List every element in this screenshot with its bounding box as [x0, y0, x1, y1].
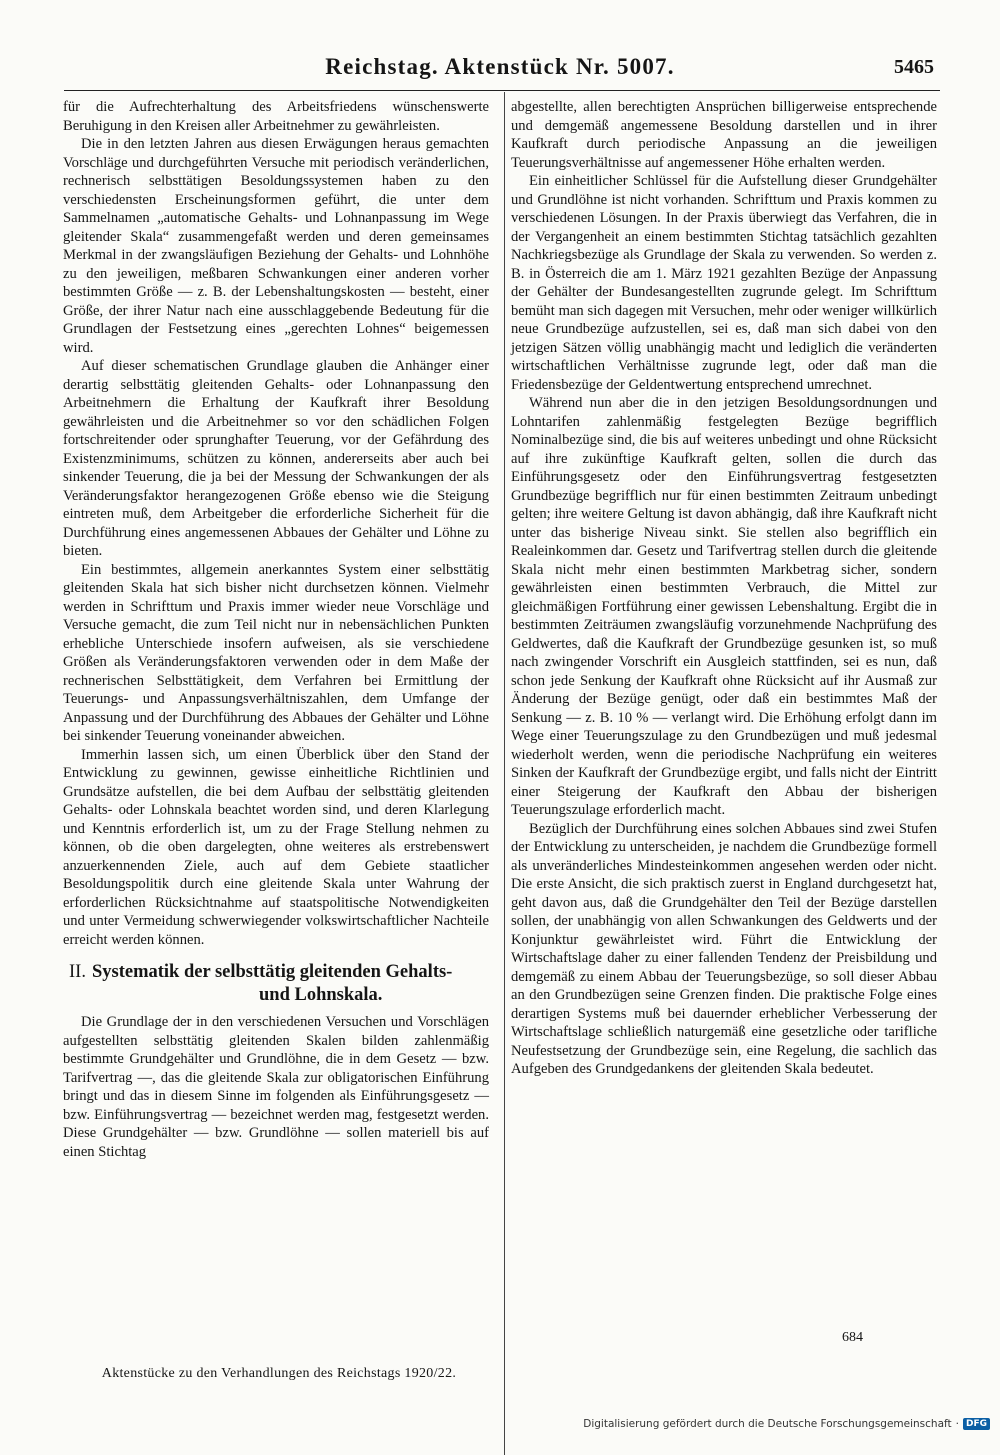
right-column: [511, 98, 937, 1079]
section-number: II.: [69, 962, 86, 982]
paragraph: Die Grundlage der in den verschiedenen Versuchen und Vorschlägen aufgestellten selbsttätig gleitenden Skalen bilden zahlenmäßig bestimmte Grundgehälter und Grundlöhne, die in dem Gesetz — bzw. Tarifvertrag —, das die gleitende Skala zur obligatorischen Einführung bringt und das in diesem Sinne im folgenden als Einführungsgesetz — bzw. Einführungsvertrag — bezeichnet werden mag, festgesetzt werden. Diese Grundgehälter — bzw. Grundlöhne — sollen materiell bis auf einen Stichtag: [63, 1014, 489, 1160]
digitization-note: [583, 1418, 990, 1430]
footer-sheet-number: 684: [842, 1330, 863, 1345]
section-heading-line1: Systematik der selbsttätig gleitenden Gehalts-: [91, 962, 453, 982]
left-column: [63, 98, 489, 1161]
page-header: [64, 52, 936, 86]
paragraph: Bezüglich der Durchführung eines solchen Abbaues sind zwei Stufen der Entwicklung zu unterscheiden, je nachdem die Grundbezüge formell als unveränderliches Mindesteinkommen angesehen werden oder nicht. Die erste Ansicht, die sich praktisch zuerst in England durchgesetzt hat, geht davon aus, daß die Grundgehälter den Teil der Bezüge darstellen sollen, der unabhängig von allen Schwankungen des Geldwerts und der Konjunktur gewährleistet wird. Führt die Entwicklung der Wirtschaftslage daher zu einer fallenden Tendenz der Preisbildung und demgemäß zu einem Abbau der Teuerungsbezüge, so soll dieser Abbau an den Grundbezügen seine Grenzen finden. Die praktische Folge eines derartigen Systems muß bei dauernder erheblicher Verbesserung der Wirtschaftslage schließlich naturgemäß eine gesetzliche oder tarifliche Neufestsetzung der Grundbezüge sein, eine Regelung, die sachlich das Aufgeben des Grundgedankens der gleitenden Skala bedeutet.: [511, 820, 937, 1077]
page-number: 5465: [894, 56, 934, 78]
paragraph: für die Aufrechterhaltung des Arbeitsfriedens wünschenswerte Beruhigung in den Kreisen aller Arbeitnehmer zu gewährleisten.: [63, 99, 489, 134]
digitization-text: Digitalisierung gefördert durch die Deutsche Forschungsgemeinschaft: [583, 1418, 952, 1430]
paragraph: Auf dieser schematischen Grundlage glauben die Anhänger einer derartig selbsttätig gleitenden Gehalts- oder Lohnanpassung den Arbeitnehmern die Erhaltung der Kaufkraft ihrer Besoldung gewährleisten und die Arbeitnehmer so vor den schädlichen Folgen fortschreitender oder sprunghafter Teuerung, vor der Gefährdung des Existenzminimums, schützen zu können, andererseits aber auch bei sinkender Teuerung, die ja bei der Messung der Schwankungen der als Veränderungsfaktor herangezogenen Größe ebenso wie die Steigung eintreten muß, dem Arbeitgeber die erforderliche Sicherheit für die Durchführung eines angemessenen Abbaues der Gehälter und Löhne zu bieten.: [63, 358, 489, 559]
section-heading-line2: und Lohnskala.: [259, 985, 383, 1005]
separator: ·: [955, 1418, 959, 1430]
footer-source-line: Aktenstücke zu den Verhandlungen des Reichstags 1920/22.: [101, 1366, 457, 1381]
column-divider: [504, 92, 505, 1455]
document-title: Reichstag. Aktenstück Nr. 5007.: [325, 54, 675, 79]
section-heading: [63, 961, 489, 1007]
paragraph: Ein bestimmtes, allgemein anerkanntes System einer selbsttätig gleitenden Skala hat sich bisher nicht durchsetzen können. Vielmehr werden in Schrifttum und Praxis immer wieder neue Vorschläge und Versuche gemacht, die zum Teil nicht nur in nebensächlichen Punkten erhebliche Unterschiede insofern aufweisen, als sie verschiedene Größen als Veränderungsfaktoren verwenden oder in dem Maße der rechnerischen Selbsttätigkeit, dem Verfahren bei Ermittlung der Teuerungs- und Anpassungsverhältniszahlen, dem Umfange der Anpassung und der Durchführung des Abbaues der Gehälter und Löhne bei sinkender Teuerung voneinander abweichen.: [63, 561, 489, 744]
paragraph: abgestellte, allen berechtigten Ansprüchen billigerweise entsprechende und demgemäß angemessene Besoldung darstellen und in ihrer Kaufkraft durch periodische Anpassung an die jeweiligen Teuerungsverhältnisse auf angemessener Höhe erhalten werden.: [511, 99, 937, 171]
header-rule: [64, 90, 940, 91]
paragraph: Immerhin lassen sich, um einen Überblick über den Stand der Entwicklung zu gewinnen, gewisse einheitliche Richtlinien und Grundsätze aufstellen, die bei dem Aufbau der selbsttätig gleitenden Gehalts- oder Lohnskala beachtet worden sind, und deren Klarlegung und Kenntnis erforderlich ist, um zu der Frage Stellung nehmen zu können, ob die oben dargelegten, ohne weiteres als erstrebenswert anzuerkennenden Ziele, auch auf dem Gebiete staatlicher Besoldungspolitik durch eine gleitende Skala unter Wahrung der erforderlichen Rücksichtnahme auf staatspolitische Notwendigkeiten und unter Vermeidung schwerwiegender volkswirtschaftlicher Nachteile erreicht werden können.: [63, 746, 489, 948]
dfg-logo-icon: DFG: [963, 1418, 990, 1430]
paragraph: Ein einheitlicher Schlüssel für die Aufstellung dieser Grundgehälter und Grundlöhne ist nicht vorhanden. Schrifttum und Praxis kommen zu verschiedenen Lösungen. In der Praxis überwiegt das Verfahren, die in der Vergangenheit an einem bestimmten Stichtag tatsächlich gezahlten Nachkriegsbezüge als Grundlage der Skala zu verwenden. So werden z. B. in Österreich die am 1. März 1921 gezahlten Bezüge der Anpassung der Gehälter der Bundesangestellten zugrunde gelegt. Im Schrifttum bemüht man sich dagegen mit Versuchen, mehr oder weniger willkürlich neue Grundbezüge aufzustellen, sei es, daß man sich dabei von den jetzigen Sätzen völlig unabhängig macht und lediglich die veränderten wirtschaftlichen Verhältnisse zugrunde legt, oder daß man die Friedensbezüge der Geldentwertung entsprechend umrechnet.: [511, 173, 937, 393]
paragraph: Die in den letzten Jahren aus diesen Erwägungen heraus gemachten Vorschläge und durchgeführten Versuche mit periodisch veränderlichen, rechnerisch selbsttätigen Besoldungssystemen haben zu den verschiedensten Erscheinungsformen geführt, die unter dem Sammelnamen „automatische Gehalts- und Lohnanpassung im Wege gleitender Skala“ zusammengefaßt werden und deren gemeinsames Merkmal in der zwangsläufigen Beziehung der Gehalts- und Lohnhöhe zu den jeweiligen, meßbaren Schwankungen einer anderen vorher bestimmten Größe — z. B. der Lebenshaltungskosten — besteht, einer Größe, der ihrer Natur nach eine ausschlaggebende Bedeutung für die Grundlagen der Festsetzung eines „gerechten Lohnes“ beigemessen wird.: [63, 136, 489, 356]
paragraph: Während nun aber die in den jetzigen Besoldungsordnungen und Lohntarifen zahlenmäßig festgelegten Bezüge begrifflich Nominalbezüge sind, die bis auf weiteres unbedingt und ohne Rücksicht auf ihre zukünftige Kaufkraft gelten, sollen die durch das Einführungsgesetz oder den Einführungsvertrag festgesetzten Grundbezüge begrifflich nur für einen bestimmten Zeitraum unbedingt gelten; ihre weitere Geltung ist davon abhängig, daß ihre Kaufkraft nicht unter das bisherige Niveau sinkt. Sie stellen also begrifflich ein Realeinkommen dar. Gesetz und Tarifvertrag stellen durch die gleitende Skala nicht mehr einen bestimmten Markbetrag sicher, sondern gewährleisten einen bestimmten Verbrauch, die Mittel zur gleichmäßigen Fortführung einer gewissen Lebenshaltung. Ergibt die in bestimmten Zeiträumen zwangsläufig vorzunehmende Nachprüfung des Geldwertes, daß die Kaufkraft der Grundbezüge gesunken ist, so muß nach zwingender Vorschrift ein Ausgleich stattfinden, sei es nun, daß schon jede Senkung der Kaufkraft ohne Rücksicht auf ihr Ausmaß zur Änderung der Bezüge genügt, oder daß ein bestimmtes Maß der Senkung — z. B. 10 % — verlangt wird. Die Erhöhung erfolgt dann im Wege einer Teuerungszulage zu den Grundbezügen und muß jedesmal wiederholt werden, wenn die periodische Nachprüfung ein weiteres Sinken der Kaufkraft der Grundbezüge ergibt, und falls nicht der Eintritt einer Steigerung der Kaufkraft den Abbau der bisherigen Teuerungszulage erforderlich macht.: [511, 395, 937, 818]
